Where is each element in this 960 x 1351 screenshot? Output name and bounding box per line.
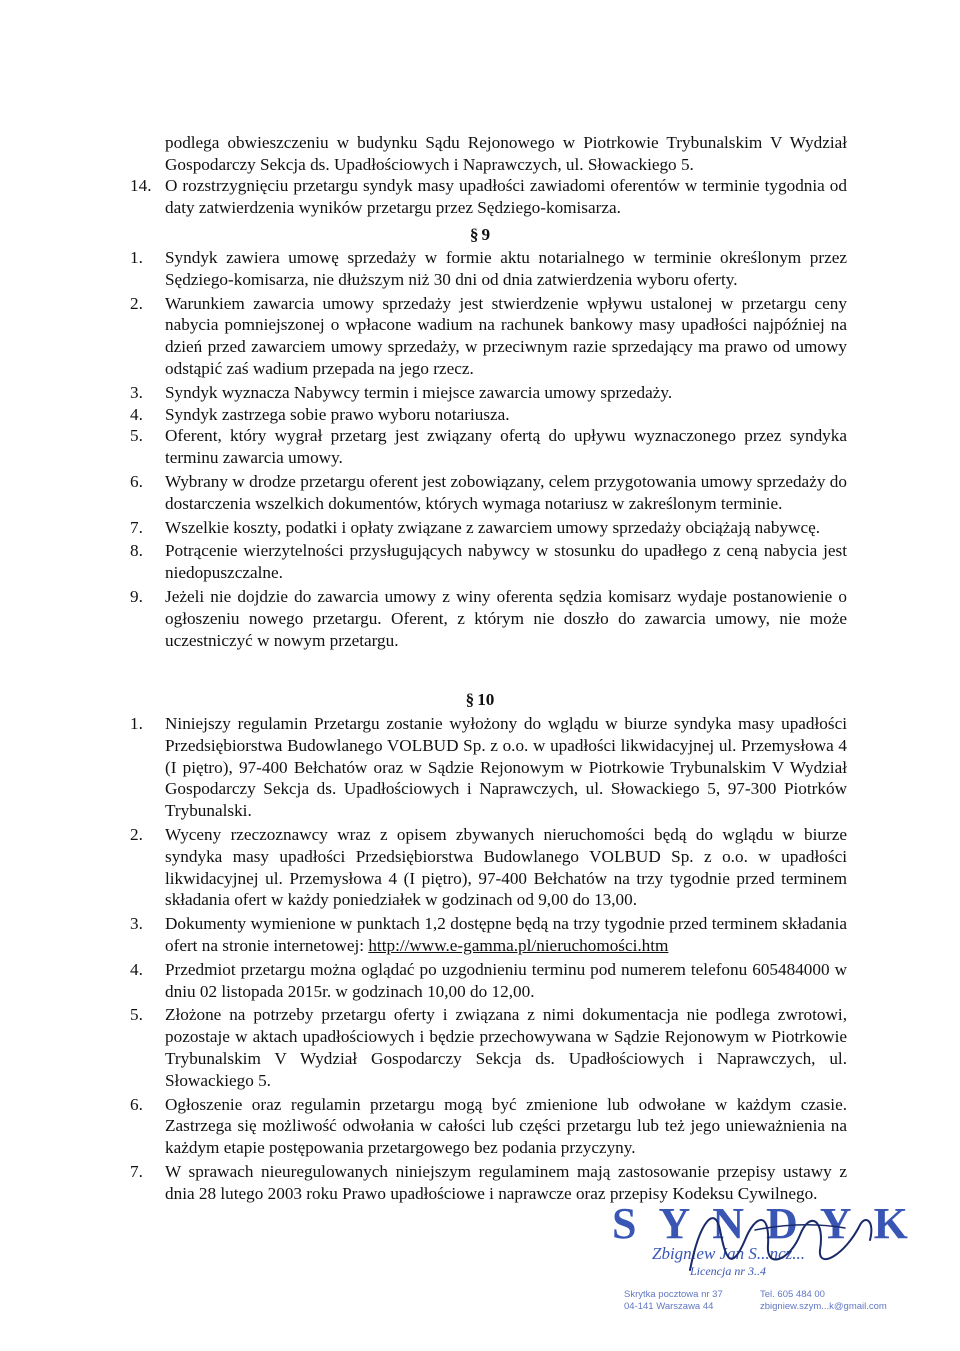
item-number: 2. bbox=[130, 293, 143, 313]
section-9-list bbox=[130, 247, 847, 651]
section-10-heading bbox=[0, 690, 960, 710]
item-number: 8. bbox=[130, 541, 143, 561]
list-item bbox=[130, 824, 847, 911]
stamp-address bbox=[624, 1289, 723, 1313]
item-text: Niniejszy regulamin Przetargu zostanie wyłożony do wglądu w biurze syndyka masy upadłości Przedsiębiorstwa Budowlanego VOLBUD Sp. z o.o. w upadłości likwidacyjnej ul. Przemysłowa 4 (I piętro), 97-400 Bełchatów oraz w Sądzie Rejonowym w Piotrkowie Trybunalskim V Wydział Gospodarczy Sekcja ds. Upadłościowych i Naprawczych, ul. Słowackiego 5, 97-300 Piotrków Trybunalski. bbox=[165, 714, 847, 821]
list-item bbox=[130, 1161, 847, 1205]
item-number: 1. bbox=[130, 714, 143, 733]
item-text: Wyceny rzeczoznawcy wraz z opisem zbywanych nieruchomości będą do wglądu w biurze syndyka masy upadłości Przedsiębiorstwa Budowlanego VOLBUD Sp. z o.o. w upadłości likwidacyjnej ul. Przemysłowa 4 (I piętro), 97-400 Bełchatów na trzy tygodnie przed terminem składania ofert w każdy poniedziałek w godzinach od 9,00 do 13,00. bbox=[165, 824, 847, 910]
list-item bbox=[130, 404, 847, 426]
section-9-heading bbox=[0, 225, 960, 245]
handwritten-signature bbox=[660, 1200, 890, 1280]
list-item bbox=[130, 959, 847, 1003]
item-text: Syndyk zastrzega sobie prawo wyboru notariusza. bbox=[165, 404, 510, 424]
list-item bbox=[130, 471, 847, 515]
item-number: 7. bbox=[130, 517, 143, 537]
section-sign: § bbox=[465, 690, 475, 709]
list-item bbox=[130, 540, 847, 584]
item-number: 6. bbox=[130, 471, 143, 491]
list-item bbox=[130, 425, 847, 469]
item-number: 6. bbox=[130, 1094, 143, 1114]
list-item bbox=[130, 713, 847, 822]
item-number: 1. bbox=[130, 248, 143, 267]
list-item bbox=[130, 517, 847, 539]
item-text: Syndyk wyznacza Nabywcy termin i miejsce zawarcia umowy sprzedaży. bbox=[165, 382, 673, 402]
item-text bbox=[165, 913, 847, 957]
item-text: Warunkiem zawarcia umowy sprzedaży jest stwierdzenie wpływu ustalonej w przetargu ceny nabycia pomniejszonej o wpłacone wadium na rachunek bankowy masy upadłości najpóźniej na dzień przed zawarciem umowy sprzedaży, w przeciwnym razie sprzedający ma prawo od umowy odstąpić zaś wadium przepada na jego rzecz. bbox=[165, 293, 847, 378]
intro-paragraph: podlega obwieszczeniu w budynku Sądu Rejonowego w Piotrkowie Trybunalskim V Wydział Gospodarczy Sekcja ds. Upadłościowych i Naprawczych, ul. Słowackiego 5. bbox=[165, 133, 847, 174]
list-item bbox=[130, 913, 847, 957]
item-text: Oferent, który wygrał przetarg jest związany ofertą do upływu wyznaczonego przez syndyka terminu zawarcia umowy. bbox=[165, 426, 847, 468]
list-item bbox=[130, 1094, 847, 1159]
list-item bbox=[130, 293, 847, 380]
item-number: 4. bbox=[130, 959, 143, 979]
item-number: 3. bbox=[130, 382, 143, 402]
item-text: Ogłoszenie oraz regulamin przetargu mogą być zmienione lub odwołane w każdym czasie. Zastrzega się możliwość odwołania w całości lub części przetargu lub też jego unieważnienia na każdym etapie postępowania przetargowego bez podania przyczyny. bbox=[165, 1094, 847, 1158]
item-text-body: Dokumenty wymienione w punktach 1,2 dostępne będą na trzy tygodnie przed terminem składania ofert na stronie internetowej: bbox=[165, 914, 847, 955]
section-10-list bbox=[130, 713, 847, 1205]
stamp-license: Licencja nr 3..4 bbox=[690, 1264, 766, 1278]
item-text: Potrącenie wierzytelności przysługujących nabywcy w stosunku do upadłego z ceną nabycia jest niedopuszczalne. bbox=[165, 541, 847, 583]
website-link[interactable]: http://www.e-gamma.pl/nieruchomości.htm bbox=[368, 935, 669, 955]
stamp-title: SYNDYK bbox=[612, 1199, 930, 1248]
section-sign: § bbox=[469, 225, 479, 244]
item-text: Jeżeli nie dojdzie do zawarcia umowy z winy oferenta sędzia komisarz wydaje postanowienie o ogłoszeniu nowego przetargu. Oferent, z którym nie doszło do zawarcia umowy, nie może uczestniczyć w nowym przetargu. bbox=[165, 586, 847, 650]
list-item bbox=[130, 247, 847, 291]
item-number: 9. bbox=[130, 586, 143, 606]
item-number: 3. bbox=[130, 914, 143, 934]
item-number: 14. bbox=[130, 176, 152, 195]
stamp-address-line2: 04-141 Warszawa 44 bbox=[624, 1301, 714, 1312]
item-text: Wybrany w drodze przetargu oferent jest zobowiązany, celem przygotowania umowy sprzedaży do dostarczenia wszelkich dokumentów, których wymaga notariusz w zakreślonym terminie. bbox=[165, 471, 847, 513]
section-number: 10 bbox=[477, 690, 495, 709]
item-number: 2. bbox=[130, 824, 143, 844]
item-number: 5. bbox=[130, 1005, 143, 1025]
stamp-address-line1: Skrytka pocztowa nr 37 bbox=[624, 1289, 723, 1300]
item-number: 4. bbox=[130, 404, 143, 424]
list-item bbox=[130, 1004, 847, 1091]
list-item bbox=[130, 382, 847, 404]
item-text: Złożone na potrzeby przetargu oferty i związana z nimi dokumentacja nie podlega zwrotowi, pozostaje w aktach upadłościowych i będzie przechowywana w Sądzie Rejonowym w Piotrkowie Trybunalskim V Wydział Gospodarczy Sekcja ds. Upadłościowych i Naprawczych, ul. Słowackiego 5. bbox=[165, 1005, 847, 1090]
item-text: Przedmiot przetargu można oglądać po uzgodnieniu terminu pod numerem telefonu 605484000 w dniu 02 listopada 2015r. w godzinach 10,00 do 12,00. bbox=[165, 959, 847, 1001]
item-number: 5. bbox=[130, 426, 143, 446]
list-item bbox=[130, 586, 847, 651]
item-text: Syndyk zawiera umowę sprzedaży w formie aktu notarialnego w terminie określonym przez Sędziego-komisarza, nie dłuższym niż 30 dni od dnia zatwierdzenia wyboru oferty. bbox=[165, 248, 847, 289]
list-item bbox=[130, 175, 847, 219]
stamp-email: zbigniew.szym...k@gmail.com bbox=[760, 1301, 887, 1312]
stamp-contact bbox=[760, 1289, 887, 1313]
stamp-name: Zbigniew Jan S...ncz... bbox=[652, 1244, 805, 1263]
item-14 bbox=[130, 175, 847, 219]
section-number: 9 bbox=[481, 225, 491, 244]
item-text: O rozstrzygnięciu przetargu syndyk masy upadłości zawiadomi oferentów w terminie tygodnia od daty zatwierdzenia wyników przetargu przez Sędziego-komisarza. bbox=[165, 176, 847, 217]
stamp-phone: Tel. 605 484 00 bbox=[760, 1289, 825, 1300]
item-text: Wszelkie koszty, podatki i opłaty związane z zawarciem umowy sprzedaży obciążają nabywcę. bbox=[165, 517, 821, 537]
item-number: 7. bbox=[130, 1161, 143, 1181]
item-text: W sprawach nieuregulowanych niniejszym regulaminem mają zastosowanie przepisy ustawy z dnia 28 lutego 2003 roku Prawo upadłościowe i naprawcze oraz przepisy Kodeksu Cywilnego. bbox=[165, 1161, 847, 1203]
